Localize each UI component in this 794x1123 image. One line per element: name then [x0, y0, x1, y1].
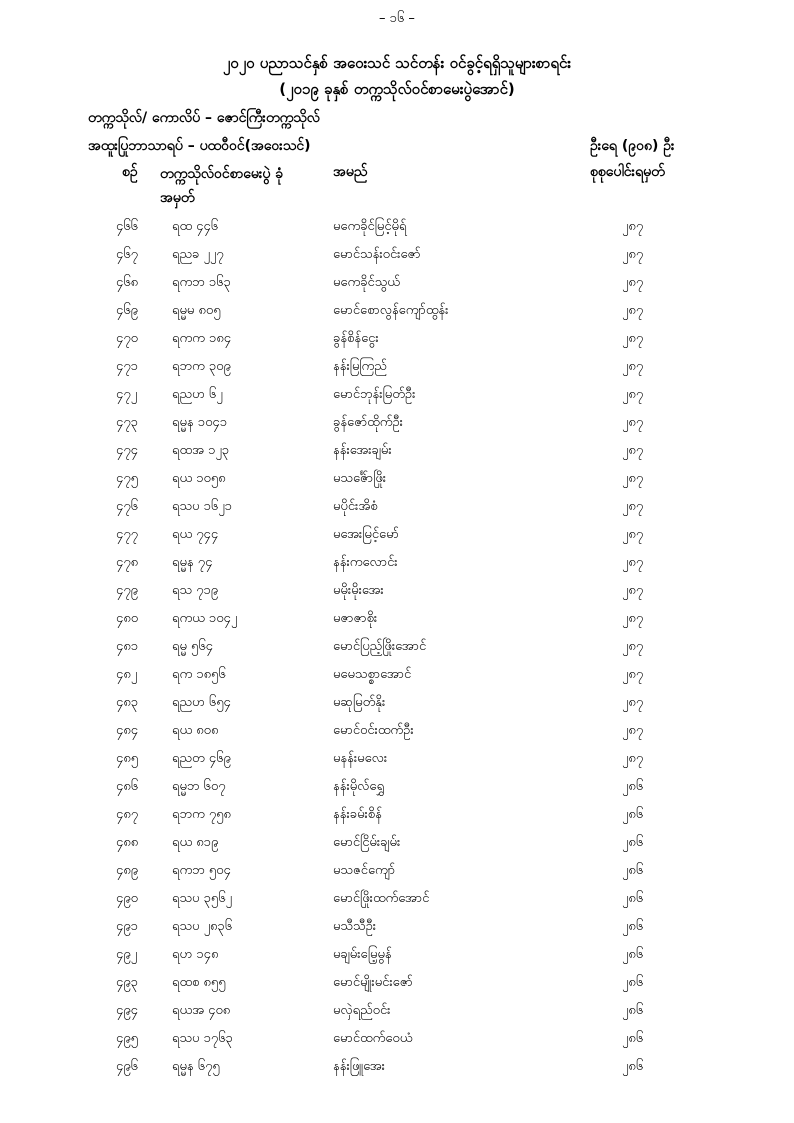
serial-cell: ၄၉၆ [116, 1059, 138, 1074]
page-number: – ၁၆ – [379, 11, 415, 26]
table-row [0, 946, 794, 974]
marks-cell: ၂၈၇ [622, 303, 644, 318]
roll-number-cell: ရကက ၁၈၄ [172, 331, 232, 346]
serial-cell: ၄၈၅ [116, 751, 139, 766]
name-cell: မအေးမြင့်မော် [333, 527, 399, 542]
name-cell: မလှဲရည်ဝင်း [333, 1003, 391, 1018]
serial-cell: ၄၆၈ [116, 275, 139, 290]
serial-cell: ၄၇၈ [116, 555, 139, 570]
marks-cell: ၂၈၇ [622, 751, 644, 766]
name-cell: မချမ်းမြေ့မွန် [333, 947, 392, 962]
roll-number-cell: ရယ ၁၀၅၈ [172, 471, 226, 486]
marks-cell: ၂၈၇ [622, 247, 644, 262]
marks-cell: ၂၈၆ [622, 779, 644, 794]
marks-cell: ၂၈၆ [622, 975, 644, 990]
document-subtitle: (၂၀၁၉ ခုနှစ် တက္ကသိုလ်ဝင်စာမေးပွဲအောင်) [279, 80, 515, 98]
serial-cell: ၄၆၆ [116, 219, 138, 234]
serial-cell: ၄၆၇ [116, 247, 138, 262]
table-row [0, 582, 794, 610]
roll-number-cell: ရဟ ၁၄၈ [172, 947, 219, 962]
marks-cell: ၂၈၇ [622, 667, 644, 682]
table-row [0, 638, 794, 666]
roll-number-cell: ရယ ၈၁၉ [172, 835, 219, 850]
serial-cell: ၄၉၂ [116, 947, 138, 962]
serial-cell: ၄၉၄ [116, 1003, 138, 1018]
roll-number-cell: ရက ၁၈၅၆ [172, 667, 226, 682]
marks-cell: ၂၈၆ [622, 863, 644, 878]
marks-cell: ၂၈၆ [622, 807, 644, 822]
roll-number-cell: ရညခ ၂၂၇ [172, 247, 224, 262]
name-cell: နန်းခမ်းစိန် [333, 807, 382, 822]
table-row [0, 414, 794, 442]
serial-cell: ၄၉၃ [116, 975, 138, 990]
table-row [0, 246, 794, 274]
serial-cell: ၄၉၅ [116, 1031, 138, 1046]
marks-cell: ၂၈၇ [622, 723, 644, 738]
marks-cell: ၂၈၆ [622, 891, 644, 906]
serial-cell: ၄၇၄ [116, 443, 138, 458]
total-count: ဦးရေ (၉၀၈) ဦး [590, 138, 675, 154]
name-cell: မဇာဇာစိုး [333, 611, 378, 626]
serial-cell: ၄၈၆ [116, 779, 139, 794]
marks-cell: ၂၈၇ [622, 219, 644, 234]
name-cell: မသဇင်ကျော် [333, 863, 396, 878]
marks-cell: ၂၈၇ [622, 443, 644, 458]
marks-cell: ၂၈၇ [622, 415, 644, 430]
name-cell: မောင်စောလွန်ကျော်ထွန်း [333, 303, 449, 318]
name-cell: မသင်္ဇော်ဖြိုး [333, 471, 387, 486]
roll-number-cell: ရမ္မမ ၈၀၅ [172, 303, 221, 318]
serial-cell: ၄၈၂ [116, 667, 138, 682]
name-cell: မကေခိုင်သွယ် [333, 275, 400, 290]
name-cell: မောင်သန်းဝင်းဇော် [333, 247, 421, 262]
roll-number-cell: ရဘက ၇၅၈ [172, 807, 231, 822]
roll-number-cell: ရသပ ၁၇၆၃ [172, 1031, 233, 1046]
document-title: ၂၀၂၀ ပညာသင်နှစ် အဝေးသင် သင်တန်း ဝင်ခွင့်ရရှိသူများစာရင်း [222, 54, 572, 72]
table-row [0, 806, 794, 834]
roll-number-cell: ရထအ ၁၂၃ [172, 443, 230, 458]
roll-number-cell: ရမ္မ ၅၆၄ [172, 639, 213, 654]
serial-cell: ၄၈၉ [116, 863, 139, 878]
table-row [0, 386, 794, 414]
marks-cell: ၂၈၇ [622, 695, 644, 710]
column-header-name: အမည် [333, 164, 368, 180]
serial-cell: ၄၇၀ [116, 331, 138, 346]
serial-cell: ၄၇၇ [116, 527, 138, 542]
serial-cell: ၄၉၁ [116, 919, 138, 934]
name-cell: ခွန်စိန်ငွေး [333, 331, 379, 346]
roll-number-cell: ရယအ ၄၀၈ [172, 1003, 231, 1018]
serial-cell: ၄၈၀ [116, 611, 139, 626]
column-header-total-marks: စုစုပေါင်းရမှတ် [590, 164, 665, 180]
marks-cell: ၂၈၆ [622, 1003, 644, 1018]
name-cell: မမေသစ္စာအောင် [333, 667, 412, 682]
roll-number-cell: ရမ္မဘ ၆၀၇ [172, 779, 226, 794]
marks-cell: ၂၈၇ [622, 387, 644, 402]
marks-cell: ၂၈၇ [622, 275, 644, 290]
table-row [0, 694, 794, 722]
table-row [0, 722, 794, 750]
table-row [0, 274, 794, 302]
table-row [0, 974, 794, 1002]
marks-cell: ၂၈၇ [622, 555, 644, 570]
marks-cell: ၂၈၇ [622, 527, 644, 542]
marks-cell: ၂၈၆ [622, 1031, 644, 1046]
roll-number-cell: ရမ္မန ၇၄ [172, 555, 213, 570]
table-row [0, 666, 794, 694]
marks-cell: ၂၈၆ [622, 1059, 644, 1074]
marks-cell: ၂၈၆ [622, 835, 644, 850]
name-cell: မောင်ဘုန်းမြတ်ဦး [333, 387, 416, 402]
roll-number-cell: ရသပ ၃၅၆၂ [172, 891, 232, 906]
serial-cell: ၄၇၂ [116, 387, 138, 402]
table-row [0, 834, 794, 862]
table-row [0, 750, 794, 778]
name-cell: မပိုင်းအိစံ [333, 499, 378, 514]
roll-number-cell: ရသ ၇၁၉ [172, 583, 219, 598]
name-cell: မကေခိုင်မြင့်မိုရ် [333, 219, 407, 234]
roll-number-cell: ရသပ ၁၆၂၁ [172, 499, 232, 514]
university-label: တက္ကသိုလ်/ ကောလိပ် – ဇောင်ကြီးတက္ကသိုလ် [88, 110, 320, 126]
table-row [0, 554, 794, 582]
serial-cell: ၄၇၁ [116, 359, 138, 374]
roll-number-cell: ရထစ ၈၅၅ [172, 975, 226, 990]
table-row [0, 498, 794, 526]
name-cell: မဆုမြတ်နိုး [333, 695, 386, 710]
roll-number-cell: ရကယ ၁၀၄၂ [172, 611, 238, 626]
name-cell: နန်းမြကြည် [333, 359, 387, 374]
marks-cell: ၂၈၇ [622, 611, 644, 626]
marks-cell: ၂၈၇ [622, 639, 644, 654]
roll-number-cell: ရညတ ၄၆၉ [172, 751, 231, 766]
serial-cell: ၄၈၇ [116, 807, 139, 822]
name-cell: ခွန်ဇော်ထိုက်ဦး [333, 415, 403, 430]
serial-cell: ၄၈၁ [116, 639, 139, 654]
table-row [0, 610, 794, 638]
table-row [0, 778, 794, 806]
name-cell: မောင်ထက်ဝေယံ [333, 1031, 413, 1046]
marks-cell: ၂၈၇ [622, 331, 644, 346]
table-row [0, 1058, 794, 1086]
name-cell: နန်းအေးချမ်း [333, 443, 392, 458]
serial-cell: ၄၇၃ [116, 415, 138, 430]
marks-cell: ၂၈၆ [622, 947, 644, 962]
column-header-serial: စဉ် [122, 164, 138, 180]
name-cell: မောင်ဝင်းထက်ဦး [333, 723, 414, 738]
name-cell: နန်းမိုလ်ရွှေ [333, 779, 385, 794]
roll-number-cell: ရကဘ ၁၆၃ [172, 275, 231, 290]
name-cell: နန်းကလောင်း [333, 555, 398, 570]
roll-number-cell: ရမ္မန ၆၇၅ [172, 1059, 220, 1074]
table-row [0, 890, 794, 918]
column-header-roll-number: တက္ကသိုလ်ဝင်စာမေးပွဲ ခုံအမှတ် [160, 166, 284, 206]
marks-cell: ၂၈၇ [622, 471, 644, 486]
roll-number-cell: ရညဟ ၆၅၄ [172, 695, 231, 710]
table-row [0, 442, 794, 470]
table-row [0, 302, 794, 330]
table-row [0, 862, 794, 890]
serial-cell: ၄၉၀ [116, 891, 138, 906]
roll-number-cell: ရယ ၇၄၄ [172, 527, 219, 542]
name-cell: မသီသီဦး [333, 919, 377, 934]
roll-number-cell: ရသပ ၂၈၃၆ [172, 919, 233, 934]
marks-cell: ၂၈၇ [622, 359, 644, 374]
name-cell: မမိုးမိုးအေး [333, 583, 384, 598]
table-row [0, 1030, 794, 1058]
serial-cell: ၄၈၃ [116, 695, 139, 710]
marks-cell: ၂၈၇ [622, 499, 644, 514]
table-row [0, 918, 794, 946]
roll-number-cell: ရထ ၄၄၆ [172, 219, 219, 234]
table-row [0, 526, 794, 554]
serial-cell: ၄၈၈ [116, 835, 139, 850]
results-table [0, 218, 794, 1086]
name-cell: မောင်ဖြိုးထက်အောင် [333, 891, 430, 906]
marks-cell: ၂၈၇ [622, 583, 644, 598]
roll-number-cell: ရယ ၈၀၈ [172, 723, 219, 738]
serial-cell: ၄၇၆ [116, 499, 138, 514]
name-cell: မောင်မျိုးမင်းဇော် [333, 975, 413, 990]
serial-cell: ၄၈၄ [116, 723, 139, 738]
roll-number-cell: ရကဘ ၅၀၄ [172, 863, 231, 878]
serial-cell: ၄၇၅ [116, 471, 138, 486]
serial-cell: ၄၆၉ [116, 303, 138, 318]
marks-cell: ၂၈၆ [622, 919, 644, 934]
roll-number-cell: ရဘက ၃၀၉ [172, 359, 231, 374]
serial-cell: ၄၇၉ [116, 583, 138, 598]
table-row [0, 1002, 794, 1030]
table-row [0, 358, 794, 386]
name-cell: မနန်းမလေး [333, 751, 388, 766]
table-row [0, 470, 794, 498]
roll-number-cell: ရညဟ ၆၂ [172, 387, 223, 402]
roll-number-cell: ရမ္မန ၁၀၄၁ [172, 415, 228, 430]
table-row [0, 218, 794, 246]
name-cell: မောင်ငြိမ်းချမ်း [333, 835, 401, 850]
major-label: အထူးပြုဘာသာရပ် – ပထဝီဝင်(အဝေးသင်) [88, 138, 311, 154]
name-cell: နန်းဖြူအေး [333, 1059, 385, 1074]
table-row [0, 330, 794, 358]
name-cell: မောင်ပြည့်ဖြိုးအောင် [333, 639, 427, 654]
